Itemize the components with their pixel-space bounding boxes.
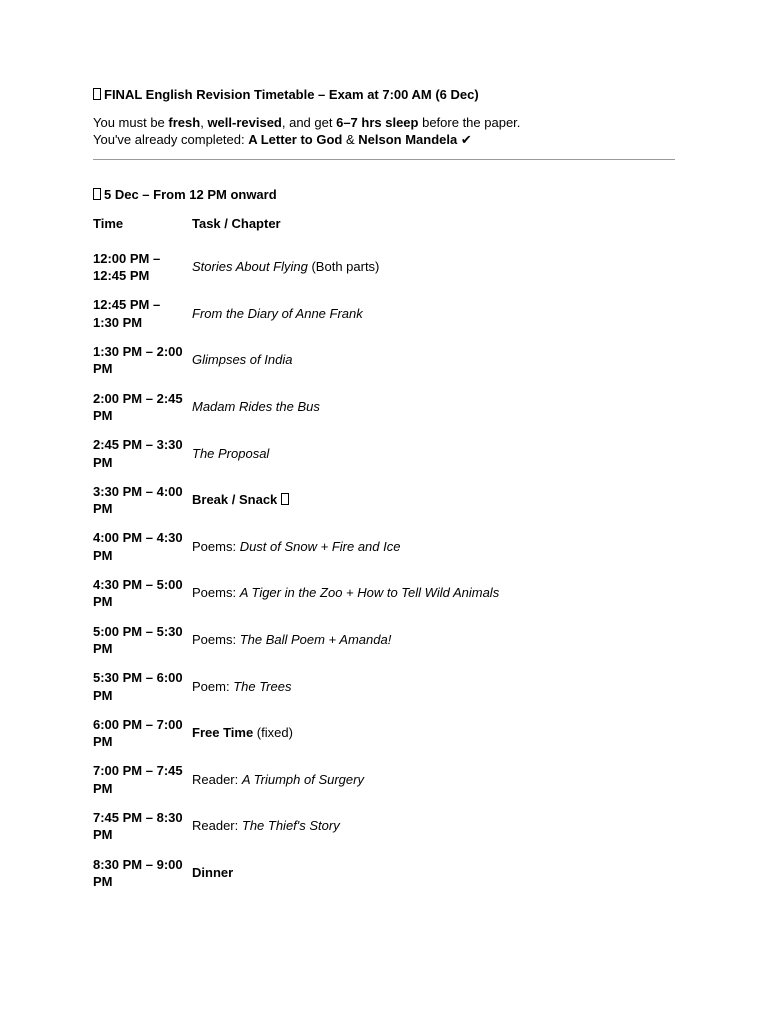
time-cell: 12:45 PM – 1:30 PM (93, 297, 161, 330)
intro-emphasis: fresh (168, 115, 201, 130)
intro-line-1 (93, 114, 520, 131)
task-bold-text: Free Time (192, 725, 254, 741)
table-row (93, 291, 675, 338)
task-title: Madam Rides the Bus (192, 399, 320, 415)
task-cell (192, 817, 675, 835)
table-row (93, 244, 675, 291)
table-row (93, 803, 675, 850)
table-row (93, 337, 675, 384)
time-cell: 3:30 PM – 4:00 PM (93, 483, 183, 517)
task-title: The Ball Poem + Amanda! (239, 632, 392, 648)
table-header-row (93, 213, 675, 235)
time-cell: 5:30 PM – 6:00 PM (93, 670, 183, 703)
table-row (93, 663, 675, 710)
task-title: From the Diary of Anne Frank (192, 305, 363, 321)
table-row (93, 850, 675, 897)
table-row (93, 524, 675, 571)
task-title: Glimpses of India (192, 352, 293, 368)
intro-text: , and get (281, 115, 337, 130)
task-suffix: (Both parts) (307, 259, 380, 275)
time-cell: 7:00 PM – 7:45 PM (93, 763, 183, 796)
task-cell (192, 491, 675, 509)
table-row (93, 757, 675, 804)
intro-emphasis: well-revised (207, 115, 282, 130)
task-suffix: (fixed) (253, 725, 293, 741)
intro-emphasis: 6–7 hrs sleep (336, 115, 419, 130)
time-cell: 4:00 PM – 4:30 PM (93, 530, 183, 563)
table-row (93, 710, 675, 757)
task-prefix: Poems: (192, 632, 240, 648)
intro-text: before the paper. (418, 115, 521, 130)
column-header-time: Time (93, 216, 124, 231)
table-row (93, 384, 675, 431)
section-heading-text: 5 Dec – From 12 PM onward (104, 187, 277, 202)
time-cell: 2:00 PM – 2:45 PM (93, 390, 183, 424)
document-title-text: FINAL English Revision Timetable – Exam at 7:00 AM (6 Dec) (104, 87, 479, 102)
table-row (93, 477, 675, 524)
task-prefix: Poems: (192, 538, 240, 554)
task-cell (192, 864, 675, 882)
task-title: A Triumph of Surgery (241, 771, 364, 787)
task-prefix: Poems: (192, 585, 240, 601)
task-cell (192, 305, 675, 323)
task-title: The Proposal (192, 445, 270, 461)
task-cell (192, 584, 675, 602)
task-bold-text: Dinner (192, 865, 234, 881)
task-cell (192, 771, 675, 789)
horizontal-divider (93, 159, 675, 160)
table-row (93, 617, 675, 664)
timetable (93, 213, 675, 896)
intro-emphasis: Nelson Mandela ✔ (358, 132, 472, 147)
time-cell: 4:30 PM – 5:00 PM (93, 576, 183, 610)
task-bold-text: Break / Snack (192, 492, 278, 508)
task-cell (192, 445, 675, 463)
table-body (93, 244, 675, 896)
table-row (93, 430, 675, 477)
task-cell (192, 398, 675, 416)
task-title: Dust of Snow + Fire and Ice (239, 538, 401, 554)
time-cell: 8:30 PM – 9:00 PM (93, 856, 183, 890)
section-heading (93, 186, 277, 204)
task-cell (192, 538, 675, 556)
task-title: The Trees (233, 678, 292, 694)
task-cell (192, 724, 675, 742)
task-prefix: Poem: (192, 678, 234, 694)
intro-text: , (200, 115, 208, 130)
task-prefix: Reader: (192, 771, 242, 787)
missing-glyph-icon (93, 88, 101, 100)
table-row (93, 570, 675, 617)
task-title: A Tiger in the Zoo + How to Tell Wild Animals (239, 585, 500, 601)
time-cell: 1:30 PM – 2:00 PM (93, 343, 183, 377)
task-cell (192, 678, 675, 696)
intro-text: You must be (93, 115, 169, 130)
time-cell: 2:45 PM – 3:30 PM (93, 437, 183, 470)
time-cell: 5:00 PM – 5:30 PM (93, 623, 183, 657)
missing-glyph-icon (281, 493, 289, 505)
intro-emphasis: A Letter to God (248, 132, 343, 147)
task-cell (192, 258, 675, 276)
missing-glyph-icon (93, 188, 101, 200)
task-cell (192, 351, 675, 369)
intro-line-2 (93, 131, 520, 148)
task-title: The Thief's Story (241, 818, 340, 834)
time-cell: 6:00 PM – 7:00 PM (93, 716, 183, 750)
intro-text: You've already completed: (93, 132, 249, 147)
task-cell (192, 631, 675, 649)
task-title: Stories About Flying (192, 259, 308, 275)
intro-text: & (342, 132, 359, 147)
task-prefix: Reader: (192, 818, 242, 834)
column-header-task: Task / Chapter (192, 216, 281, 231)
time-cell: 7:45 PM – 8:30 PM (93, 809, 183, 843)
time-cell: 12:00 PM – 12:45 PM (93, 250, 161, 284)
document-title (93, 86, 479, 104)
intro-paragraph (93, 114, 520, 148)
